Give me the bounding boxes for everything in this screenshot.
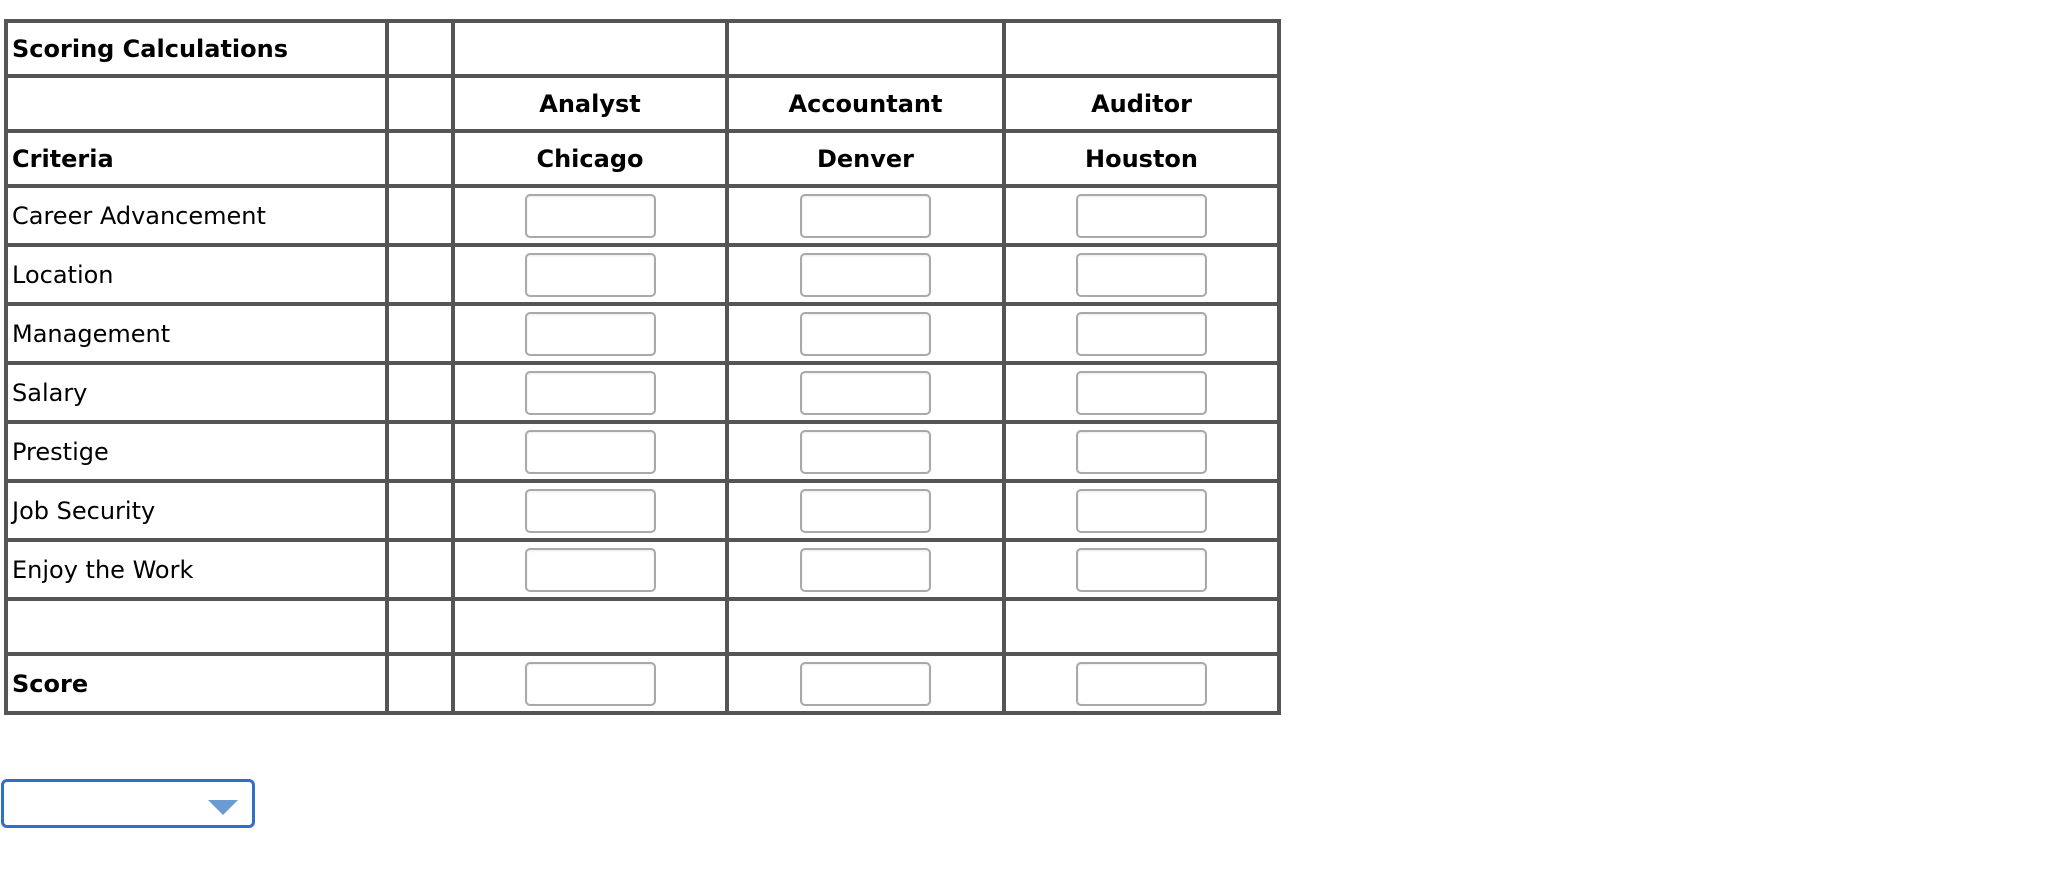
job-header-auditor: Auditor <box>1004 76 1279 131</box>
rating-cell <box>453 481 727 540</box>
rating-cell <box>727 540 1004 599</box>
empty-cell <box>387 21 453 76</box>
empty-cell <box>387 422 453 481</box>
empty-cell <box>1004 599 1279 654</box>
rating-input-accountant[interactable] <box>800 430 931 474</box>
rating-input-analyst[interactable] <box>525 430 656 474</box>
rating-input-auditor[interactable] <box>1076 253 1207 297</box>
score-label: Score <box>6 654 387 713</box>
rating-cell <box>453 540 727 599</box>
score-cell <box>1004 654 1279 713</box>
rating-cell <box>1004 245 1279 304</box>
empty-cell <box>727 21 1004 76</box>
score-input-auditor[interactable] <box>1076 662 1207 706</box>
rating-cell <box>1004 186 1279 245</box>
empty-cell <box>387 76 453 131</box>
rating-input-auditor[interactable] <box>1076 430 1207 474</box>
criteria-label: Location <box>6 245 387 304</box>
criteria-row <box>6 304 1279 363</box>
criteria-row <box>6 186 1279 245</box>
empty-cell <box>387 599 453 654</box>
location-header-denver: Denver <box>727 131 1004 186</box>
empty-cell <box>387 186 453 245</box>
rating-cell <box>453 422 727 481</box>
empty-cell <box>387 654 453 713</box>
rating-cell <box>727 186 1004 245</box>
table-title: Scoring Calculations <box>6 21 387 76</box>
rating-input-accountant[interactable] <box>800 489 931 533</box>
empty-cell <box>387 131 453 186</box>
rating-cell <box>727 422 1004 481</box>
title-row <box>6 21 1279 76</box>
rating-input-analyst[interactable] <box>525 194 656 238</box>
score-input-analyst[interactable] <box>525 662 656 706</box>
score-cell <box>453 654 727 713</box>
rating-input-auditor[interactable] <box>1076 371 1207 415</box>
empty-cell <box>453 21 727 76</box>
score-cell <box>727 654 1004 713</box>
rating-input-auditor[interactable] <box>1076 312 1207 356</box>
rating-cell <box>1004 540 1279 599</box>
criteria-header: Criteria <box>6 131 387 186</box>
location-header-row <box>6 131 1279 186</box>
rating-cell <box>727 363 1004 422</box>
rating-input-analyst[interactable] <box>525 312 656 356</box>
rating-input-accountant[interactable] <box>800 548 931 592</box>
rating-cell <box>1004 422 1279 481</box>
rating-input-auditor[interactable] <box>1076 548 1207 592</box>
rating-cell <box>1004 481 1279 540</box>
rating-cell <box>727 245 1004 304</box>
rating-cell <box>1004 304 1279 363</box>
job-header-accountant: Accountant <box>727 76 1004 131</box>
rating-cell <box>453 186 727 245</box>
rating-input-accountant[interactable] <box>800 312 931 356</box>
rating-cell <box>727 304 1004 363</box>
criteria-label: Prestige <box>6 422 387 481</box>
score-input-accountant[interactable] <box>800 662 931 706</box>
empty-cell <box>387 540 453 599</box>
rating-cell <box>727 481 1004 540</box>
empty-cell <box>727 599 1004 654</box>
scoring-table <box>4 19 1281 715</box>
criteria-label: Management <box>6 304 387 363</box>
rating-input-accountant[interactable] <box>800 253 931 297</box>
rating-input-accountant[interactable] <box>800 194 931 238</box>
rating-input-analyst[interactable] <box>525 489 656 533</box>
rating-input-analyst[interactable] <box>525 253 656 297</box>
criteria-label: Enjoy the Work <box>6 540 387 599</box>
score-row <box>6 654 1279 713</box>
empty-cell <box>6 76 387 131</box>
rating-input-accountant[interactable] <box>800 371 931 415</box>
criteria-row <box>6 422 1279 481</box>
criteria-label: Job Security <box>6 481 387 540</box>
criteria-label: Salary <box>6 363 387 422</box>
location-header-houston: Houston <box>1004 131 1279 186</box>
choice-dropdown[interactable] <box>1 779 255 828</box>
empty-cell <box>387 304 453 363</box>
criteria-label: Career Advancement <box>6 186 387 245</box>
empty-cell <box>1004 21 1279 76</box>
chevron-down-icon <box>208 800 238 815</box>
rating-cell <box>1004 363 1279 422</box>
blank-row <box>6 599 1279 654</box>
rating-input-analyst[interactable] <box>525 371 656 415</box>
location-header-chicago: Chicago <box>453 131 727 186</box>
empty-cell <box>387 481 453 540</box>
empty-cell <box>6 599 387 654</box>
rating-input-auditor[interactable] <box>1076 194 1207 238</box>
criteria-row <box>6 363 1279 422</box>
criteria-row <box>6 481 1279 540</box>
job-header-row <box>6 76 1279 131</box>
empty-cell <box>387 245 453 304</box>
rating-input-analyst[interactable] <box>525 548 656 592</box>
job-header-analyst: Analyst <box>453 76 727 131</box>
rating-input-auditor[interactable] <box>1076 489 1207 533</box>
criteria-row <box>6 540 1279 599</box>
rating-cell <box>453 363 727 422</box>
rating-cell <box>453 245 727 304</box>
empty-cell <box>387 363 453 422</box>
rating-cell <box>453 304 727 363</box>
empty-cell <box>453 599 727 654</box>
criteria-row <box>6 245 1279 304</box>
